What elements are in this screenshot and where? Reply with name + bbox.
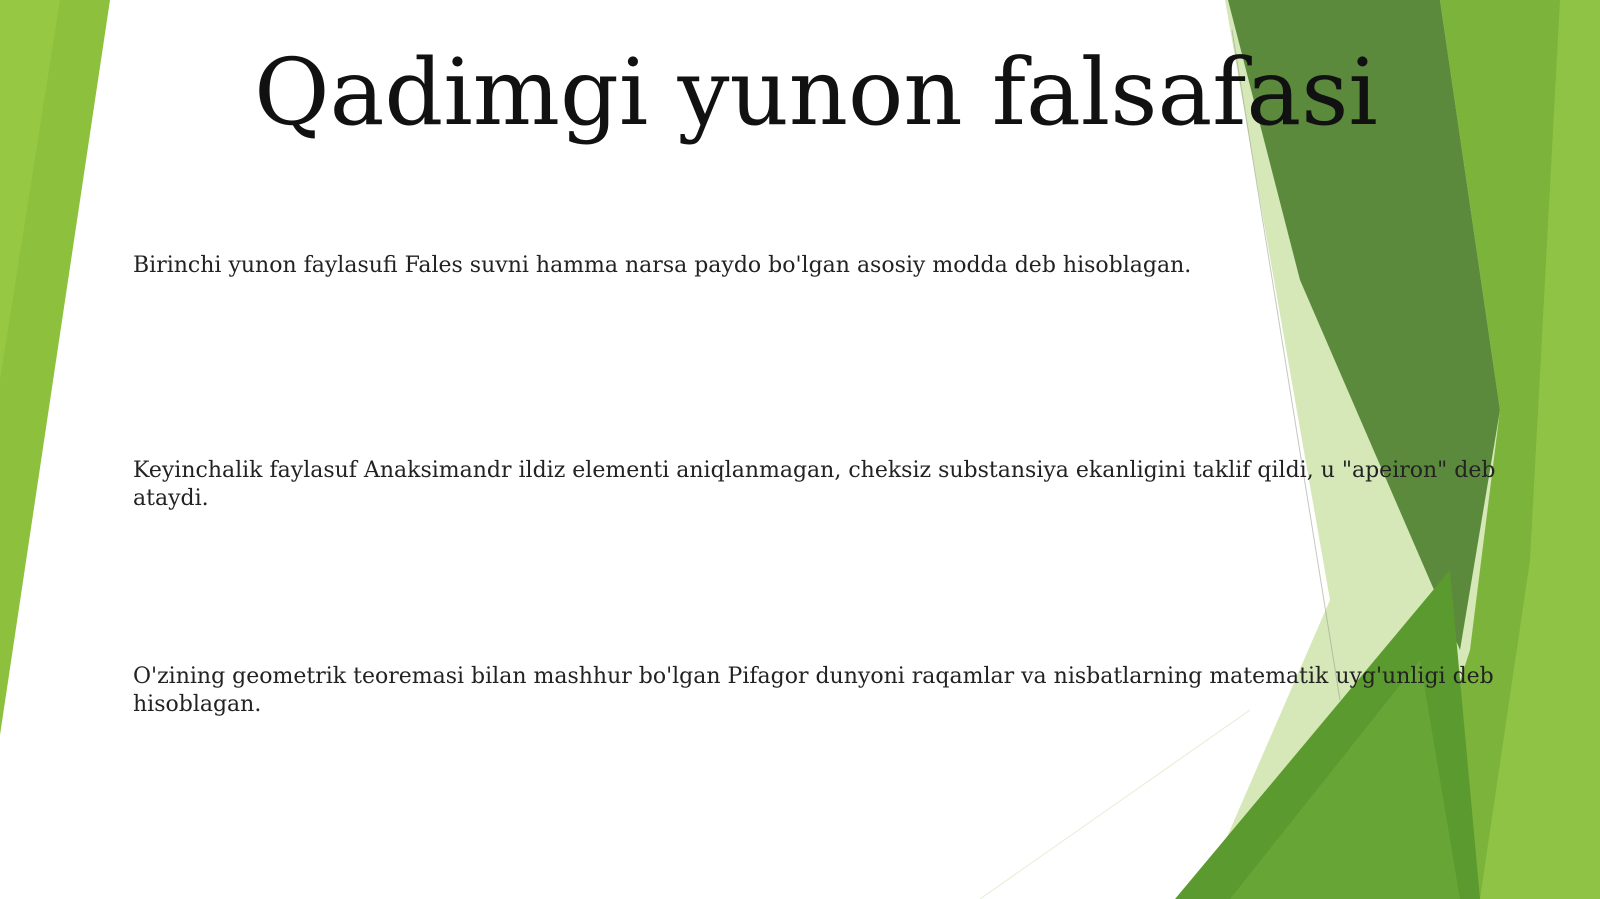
paragraph-pifagor: O'zining geometrik teoremasi bilan mashhur bo'lgan Pifagor dunyoni raqamlar va nisbatlarning matematik uyg'unligi deb hisoblagan. xyxy=(133,664,1494,717)
paragraph-anaksimandr: Keyinchalik faylasuf Anaksimandr ildiz elementi aniqlanmagan, cheksiz substansiya ekanligini taklif qildi, u "apeiron" deb ataydi. xyxy=(133,458,1496,511)
slide-title: Qadimgi yunon falsafasi xyxy=(254,39,1378,146)
paragraph-fales: Birinchi yunon faylasufi Fales suvni hamma narsa paydo bo'lgan asosiy modda deb hisoblagan. xyxy=(133,253,1192,278)
